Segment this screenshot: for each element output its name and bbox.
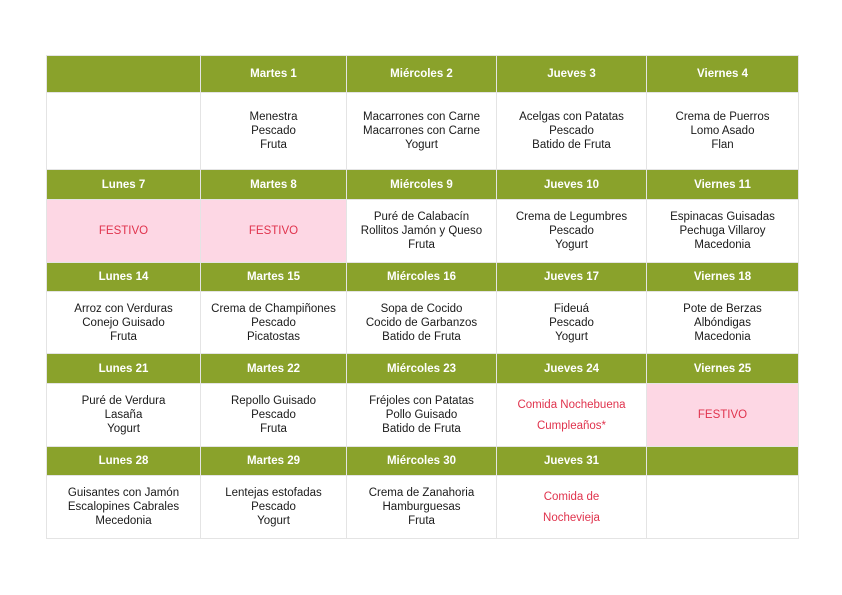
menu-item: Sopa de Cocido	[380, 302, 463, 315]
menu-item: Pescado	[549, 316, 594, 329]
day-menu-cell	[201, 93, 347, 170]
festivo-label: FESTIVO	[98, 225, 149, 237]
menu-item: Fréjoles con Patatas	[369, 395, 474, 407]
week-header-row	[47, 263, 799, 292]
day-header: Lunes 28	[47, 447, 201, 476]
menu-item: Flan	[711, 139, 734, 151]
menu-item: Lasaña	[104, 409, 143, 421]
menu-item: Pescado	[251, 501, 296, 513]
menu-item: Lomo Asado	[690, 125, 755, 137]
menu-item: Macarrones con Carne	[363, 125, 480, 137]
day-menu-cell	[347, 200, 497, 263]
menu-item: Repollo Guisado	[230, 395, 317, 407]
menu-item: Picatostas	[246, 330, 301, 343]
special-event-label: Comida de	[543, 490, 600, 503]
day-header	[47, 56, 201, 93]
menu-item: Fideuá	[553, 302, 590, 315]
day-menu-cell	[647, 93, 799, 170]
menu-item: Crema de Zanahoria	[368, 487, 475, 499]
menu-item: Pescado	[549, 225, 594, 237]
menu-item: Menestra	[249, 111, 298, 123]
week-menu-row	[47, 93, 799, 170]
menu-item: Yogurt	[257, 515, 290, 527]
menu-item: Macedonia	[694, 330, 751, 343]
menu-item: Espinacas Guisadas	[670, 211, 775, 223]
week-menu-row	[47, 292, 799, 354]
day-menu-cell	[201, 200, 347, 263]
menu-item: Yogurt	[107, 423, 140, 435]
day-header	[647, 447, 799, 476]
day-header: Jueves 3	[497, 56, 647, 93]
day-menu-cell	[47, 200, 201, 263]
week-menu-row	[47, 384, 799, 447]
menu-item: Fruta	[408, 239, 435, 251]
menu-item: Pescado	[251, 409, 296, 421]
day-header: Miércoles 16	[347, 263, 497, 292]
menu-item: Yogurt	[555, 239, 588, 251]
day-header: Jueves 17	[497, 263, 647, 292]
day-menu-cell	[47, 384, 201, 447]
menu-item: Yogurt	[405, 139, 438, 151]
week-header-row	[47, 56, 799, 93]
special-event-label: Comida Nochebuena	[517, 398, 626, 411]
special-event-label: Cumpleaños*	[536, 419, 607, 432]
day-menu-cell	[347, 476, 497, 539]
menu-item: Batido de Fruta	[532, 139, 611, 151]
week-header-row	[47, 170, 799, 200]
menu-item: Fruta	[110, 330, 137, 343]
day-header: Martes 15	[201, 263, 347, 292]
day-menu-cell	[201, 476, 347, 539]
day-menu-cell	[347, 292, 497, 354]
day-menu-cell	[347, 384, 497, 447]
menu-item: Crema de Puerros	[675, 111, 770, 123]
menu-item: Cocido de Garbanzos	[365, 316, 478, 329]
day-menu-cell	[647, 476, 799, 539]
day-header: Jueves 31	[497, 447, 647, 476]
day-menu-cell	[47, 476, 201, 539]
menu-item: Pescado	[549, 125, 594, 137]
day-header: Martes 29	[201, 447, 347, 476]
day-header: Martes 22	[201, 354, 347, 384]
day-header: Viernes 18	[647, 263, 799, 292]
menu-item: Puré de Calabacín	[373, 211, 470, 223]
menu-item: Puré de Verdura	[81, 395, 166, 407]
day-header: Lunes 14	[47, 263, 201, 292]
day-header: Viernes 11	[647, 170, 799, 200]
menu-item: Batido de Fruta	[382, 330, 461, 343]
menu-item: Acelgas con Patatas	[519, 111, 624, 123]
festivo-label: FESTIVO	[697, 409, 748, 421]
day-header: Jueves 10	[497, 170, 647, 200]
day-menu-cell	[347, 93, 497, 170]
menu-item: Pechuga Villaroy	[679, 225, 766, 237]
day-menu-cell	[647, 292, 799, 354]
menu-calendar	[46, 55, 799, 539]
day-menu-cell	[647, 384, 799, 447]
menu-item: Pescado	[251, 316, 296, 329]
day-menu-cell	[497, 384, 647, 447]
week-menu-row	[47, 200, 799, 263]
menu-item: Fruta	[260, 423, 287, 435]
menu-item: Macedonia	[694, 239, 751, 251]
day-menu-cell	[497, 476, 647, 539]
menu-item: Mecedonia	[95, 515, 152, 527]
menu-item: Pescado	[251, 125, 296, 137]
menu-item: Crema de Champiñones	[211, 302, 336, 315]
menu-item: Fruta	[260, 139, 287, 151]
day-header: Viernes 4	[647, 56, 799, 93]
day-header: Viernes 25	[647, 354, 799, 384]
menu-item: Conejo Guisado	[82, 316, 165, 329]
day-menu-cell	[497, 93, 647, 170]
day-header: Miércoles 30	[347, 447, 497, 476]
day-header: Martes 1	[201, 56, 347, 93]
week-header-row	[47, 447, 799, 476]
menu-item: Pollo Guisado	[385, 409, 458, 421]
special-event-label: Nochevieja	[543, 511, 600, 524]
week-header-row	[47, 354, 799, 384]
menu-item: Crema de Legumbres	[515, 211, 628, 223]
menu-item: Macarrones con Carne	[363, 111, 480, 123]
day-header: Miércoles 23	[347, 354, 497, 384]
menu-item: Pote de Berzas	[683, 302, 762, 315]
day-header: Miércoles 2	[347, 56, 497, 93]
festivo-label: FESTIVO	[248, 225, 299, 237]
day-menu-cell	[201, 384, 347, 447]
day-header: Jueves 24	[497, 354, 647, 384]
menu-item: Rollitos Jamón y Queso	[360, 225, 483, 237]
menu-item: Lentejas estofadas	[225, 487, 322, 499]
day-menu-cell	[201, 292, 347, 354]
menu-item: Batido de Fruta	[382, 423, 461, 435]
day-menu-cell	[647, 200, 799, 263]
day-menu-cell	[497, 292, 647, 354]
day-header: Miércoles 9	[347, 170, 497, 200]
day-menu-cell	[47, 93, 201, 170]
menu-item: Albóndigas	[694, 316, 751, 329]
day-header: Lunes 21	[47, 354, 201, 384]
menu-item: Escalopines Cabrales	[67, 501, 180, 513]
menu-item: Guisantes con Jamón	[67, 487, 180, 499]
menu-item: Fruta	[408, 515, 435, 527]
day-menu-cell	[497, 200, 647, 263]
week-menu-row	[47, 476, 799, 539]
day-menu-cell	[47, 292, 201, 354]
menu-item: Arroz con Verduras	[74, 302, 173, 315]
day-header: Martes 8	[201, 170, 347, 200]
day-header: Lunes 7	[47, 170, 201, 200]
menu-item: Yogurt	[555, 330, 588, 343]
menu-item: Hamburguesas	[382, 501, 461, 513]
